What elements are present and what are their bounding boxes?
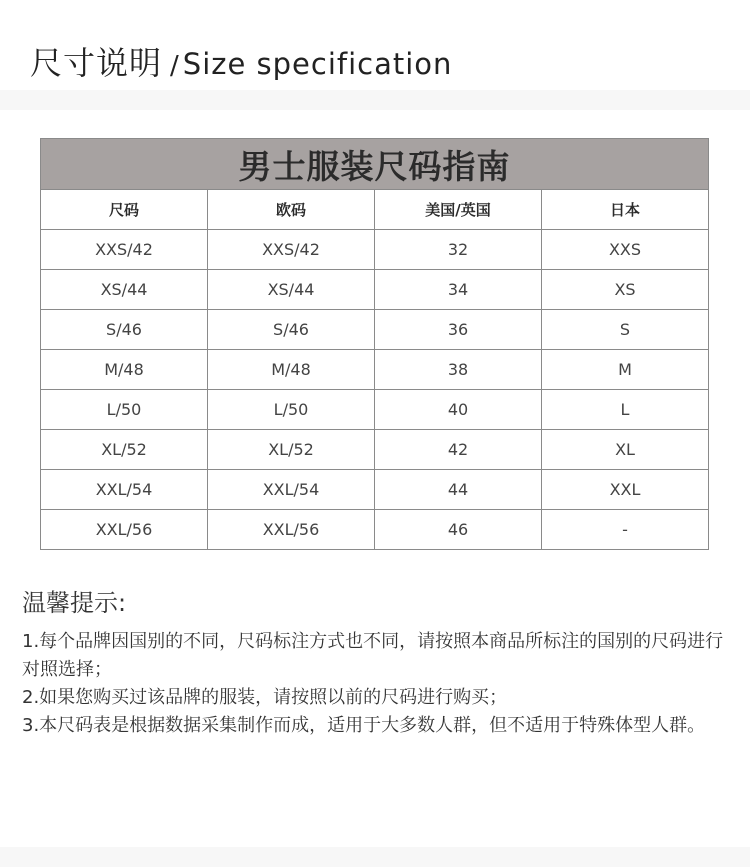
- table-cell: XXS: [542, 230, 709, 270]
- table-cell: 42: [375, 430, 542, 470]
- tip-item: 1.每个品牌因国别的不同，尺码标注方式也不同，请按照本商品所标注的国别的尺码进行对照选择；: [22, 631, 724, 680]
- table-cell: XS: [542, 270, 709, 310]
- size-chart-table: [40, 138, 709, 550]
- table-cell: L: [542, 390, 709, 430]
- page-title: [30, 40, 452, 92]
- table-cell: XXL/56: [208, 510, 375, 550]
- title-separator: /: [170, 51, 179, 81]
- table-cell: M/48: [41, 350, 208, 390]
- table-cell: M: [542, 350, 709, 390]
- table-cell: XS/44: [208, 270, 375, 310]
- table-cell: S/46: [208, 310, 375, 350]
- table-cell: 38: [375, 350, 542, 390]
- table-cell: -: [542, 510, 709, 550]
- table-row: [41, 350, 709, 390]
- table-cell: 32: [375, 230, 542, 270]
- table-cell: L/50: [41, 390, 208, 430]
- tip-item: 2.如果您购买过该品牌的服装，请按照以前的尺码进行购买；: [22, 687, 508, 708]
- table-cell: XXS/42: [41, 230, 208, 270]
- table-row: [41, 310, 709, 350]
- table-cell: XS/44: [41, 270, 208, 310]
- tips-heading: 温馨提示:: [22, 589, 127, 617]
- table-cell: S: [542, 310, 709, 350]
- table-cell: L/50: [208, 390, 375, 430]
- table-cell: S/46: [41, 310, 208, 350]
- table-cell: XL/52: [41, 430, 208, 470]
- column-header-eu: 欧码: [208, 190, 375, 230]
- table-cell: 46: [375, 510, 542, 550]
- table-cell: XL/52: [208, 430, 375, 470]
- table-caption-row: [41, 139, 709, 190]
- table-cell: 40: [375, 390, 542, 430]
- column-header-japan: 日本: [542, 190, 709, 230]
- column-header-size: 尺码: [41, 190, 208, 230]
- column-header-us-uk: 美国/英国: [375, 190, 542, 230]
- table-cell: 44: [375, 470, 542, 510]
- page-header: [0, 0, 750, 90]
- table-row: [41, 510, 709, 550]
- table-row: [41, 230, 709, 270]
- divider-band: [0, 90, 750, 110]
- title-chinese: 尺寸说明: [30, 44, 163, 82]
- table-row: [41, 470, 709, 510]
- table-cell: XXS/42: [208, 230, 375, 270]
- table-cell: XXL/56: [41, 510, 208, 550]
- table-row: [41, 430, 709, 470]
- table-row: [41, 270, 709, 310]
- table-cell: 34: [375, 270, 542, 310]
- table-cell: XXL/54: [41, 470, 208, 510]
- table-cell: XXL: [542, 470, 709, 510]
- table-caption: 男士服装尺码指南: [41, 139, 709, 190]
- tip-item: 3.本尺码表是根据数据采集制作而成，适用于大多数人群，但不适用于特殊体型人群。: [22, 715, 706, 736]
- table-header-row: [41, 190, 709, 230]
- table-cell: 36: [375, 310, 542, 350]
- title-english: Size specification: [182, 47, 453, 81]
- table-cell: XL: [542, 430, 709, 470]
- table-row: [41, 390, 709, 430]
- tips-list: [22, 628, 734, 740]
- footer-band: [0, 847, 750, 867]
- table-cell: M/48: [208, 350, 375, 390]
- table-cell: XXL/54: [208, 470, 375, 510]
